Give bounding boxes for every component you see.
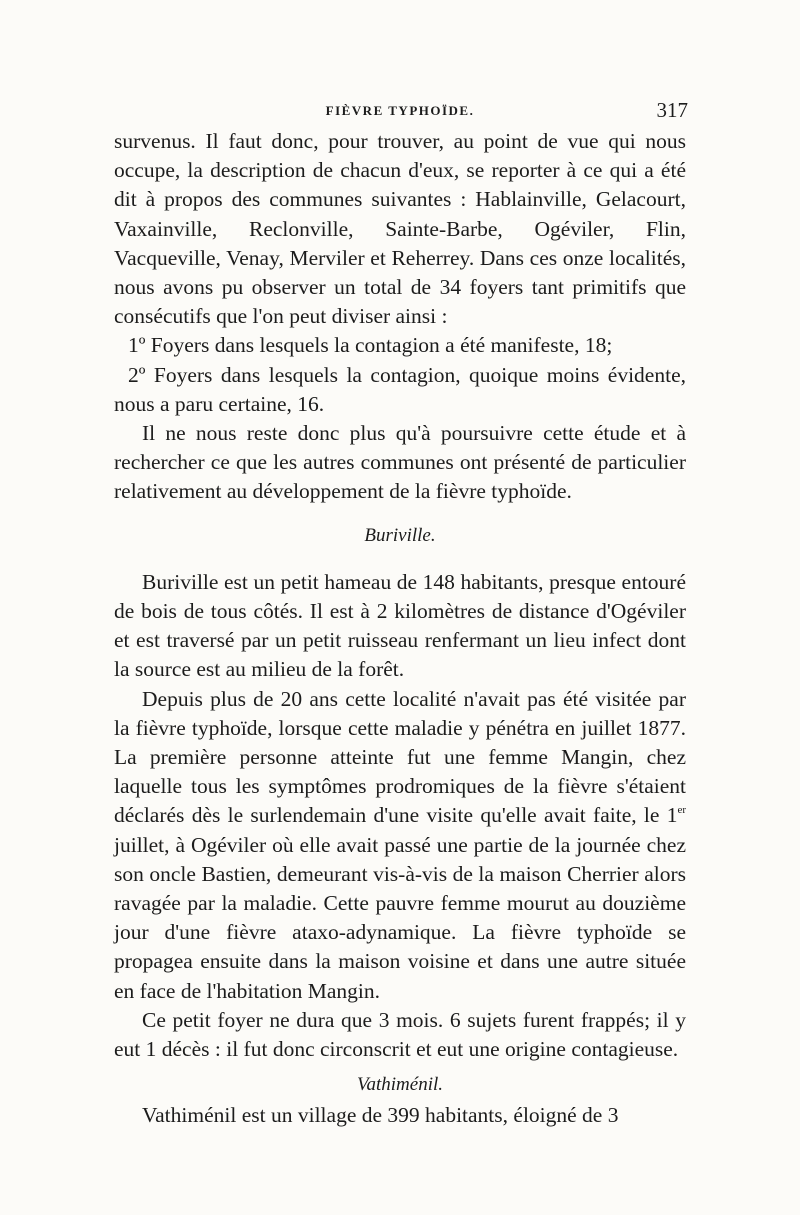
body-text [114,127,686,1131]
paragraph: Vathiménil est un village de 399 habitants, éloigné de 3 [142,1103,619,1128]
paragraph: Buriville est un petit hameau de 148 habitants, presque entouré de bois de tous côtés. Il est à 2 kilomètres de distance d'Ogéviler et est traversé par un petit ruisseau renfermant un lieu infect dont la source est au milieu de la forêt. [114,569,686,682]
paragraph-text: juillet, à Ogéviler où elle avait passé une partie de la journée chez son oncle Bastien, demeurant vis-à-vis de la maison Cherrier alors ravagée par la maladie. Cette pauvre femme mourut au douzième jour d'une fièvre ataxo-adynamique. La fièvre typhoïde se propagea ensuite dans la maison voisine et dans une autre située en face de l'habitation Mangin. [114,832,686,1003]
ordinal-superscript: er [677,804,686,817]
list-item: 1º Foyers dans lesquels la contagion a été manifeste, 18; [128,333,613,358]
paragraph [114,685,686,1006]
list-item: 2º Foyers dans lesquels la contagion, quoique moins évidente, nous a paru certaine, 16. [114,362,686,416]
running-head [112,98,688,124]
paragraph-text: Depuis plus de 20 ans cette localité n'avait pas été visitée par la fièvre typhoïde, lorsque cette maladie y pénétra en juillet 1877. La première personne atteinte fut une femme Mangin, chez laquelle tous les symptômes prodromiques de la fièvre s'étaient déclarés dès le surlendemain d'une visite qu'elle avait faite, le 1 [114,686,686,828]
section-title-buriville: Buriville. [364,524,436,546]
paragraph: Il ne nous reste donc plus qu'à poursuivre cette étude et à rechercher ce que les autres communes ont présenté de particulier relativement au développement de la fièvre typhoïde. [114,421,686,504]
paragraph: Ce petit foyer ne dura que 3 mois. 6 sujets furent frappés; il y eut 1 décès : il fut donc circonscrit et eut une origine contagieuse. [114,1007,686,1062]
page-number: 317 [656,98,688,122]
running-title: FIÈVRE TYPHOÏDE. [325,103,475,118]
paragraph: survenus. Il faut donc, pour trouver, au point de vue qui nous occupe, la description de chacun d'eux, se reporter à ce qui a été dit à propos des communes suivantes : Hablainville, Gelacourt, Vaxainville, Reclonville, Sainte-Barbe, Ogéviler, Flin, Vacqueville, Venay, Merviler et Reherrey. Dans ces onze localités, nous avons pu observer un total de 34 foyers tant primitifs que consécutifs que l'on peut diviser ainsi : [114,129,686,329]
section-title-vathimenil: Vathiménil. [356,1074,444,1096]
